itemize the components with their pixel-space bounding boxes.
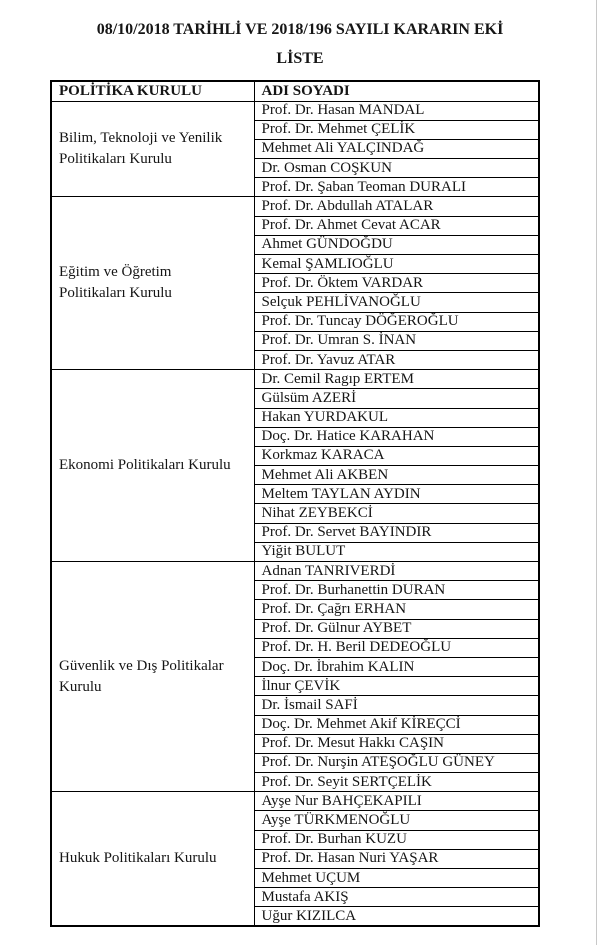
member-name-cell: Selçuk PEHLİVANOĞLU bbox=[254, 293, 539, 312]
member-name-cell: Prof. Dr. Mehmet ÇELİK bbox=[254, 120, 539, 139]
member-name-cell: Prof. Dr. Mesut Hakkı CAŞIN bbox=[254, 734, 539, 753]
member-name-cell: Prof. Dr. Umran S. İNAN bbox=[254, 331, 539, 350]
council-name-cell bbox=[51, 197, 254, 370]
member-name-cell: Doç. Dr. Hatice KARAHAN bbox=[254, 427, 539, 446]
table-header-row bbox=[51, 81, 539, 101]
council-name-line: Eğitim ve Öğretim bbox=[59, 264, 172, 281]
member-name-cell: Dr. İsmail SAFİ bbox=[254, 696, 539, 715]
document-title: 08/10/2018 TARİHLİ VE 2018/196 SAYILI KARARIN EKİ bbox=[96, 21, 504, 38]
council-name-line: Ekonomi Politikaları Kurulu bbox=[59, 457, 231, 474]
member-name-cell: Prof. Dr. Hasan Nuri YAŞAR bbox=[254, 849, 539, 868]
council-name-cell bbox=[51, 792, 254, 926]
member-name-cell: Prof. Dr. Öktem VARDAR bbox=[254, 274, 539, 293]
council-name-line: Hukuk Politikaları Kurulu bbox=[59, 850, 217, 867]
table-row bbox=[51, 792, 539, 811]
document-subtitle: LİSTE bbox=[276, 50, 324, 67]
member-name-cell: Dr. Osman COŞKUN bbox=[254, 159, 539, 178]
member-name-cell: Hakan YURDAKUL bbox=[254, 408, 539, 427]
member-name-cell: Prof. Dr. Tuncay DÖĞEROĞLU bbox=[254, 312, 539, 331]
member-name-cell: Kemal ŞAMLIOĞLU bbox=[254, 255, 539, 274]
member-name-cell: Prof. Dr. Gülnur AYBET bbox=[254, 619, 539, 638]
page-edge-line bbox=[596, 0, 597, 945]
member-name-cell: Prof. Dr. Ahmet Cevat ACAR bbox=[254, 216, 539, 235]
member-name-cell: Prof. Dr. Burhanettin DURAN bbox=[254, 581, 539, 600]
member-name-cell: Prof. Dr. Yavuz ATAR bbox=[254, 350, 539, 369]
table-body bbox=[51, 101, 539, 926]
member-name-cell: Doç. Dr. İbrahim KALIN bbox=[254, 657, 539, 676]
council-name-line: Kurulu bbox=[59, 678, 102, 695]
member-name-cell: İlnur ÇEVİK bbox=[254, 677, 539, 696]
member-name-cell: Prof. Dr. Servet BAYINDIR bbox=[254, 523, 539, 542]
member-name-cell: Prof. Dr. Çağrı ERHAN bbox=[254, 600, 539, 619]
council-name-line: Bilim, Teknoloji ve Yenilik bbox=[59, 129, 223, 146]
member-name-cell: Ahmet GÜNDOĞDU bbox=[254, 235, 539, 254]
table-row bbox=[51, 562, 539, 581]
member-name-cell: Mehmet UÇUM bbox=[254, 869, 539, 888]
council-name-cell bbox=[51, 562, 254, 792]
council-name-cell bbox=[51, 101, 254, 197]
member-name-cell: Mustafa AKIŞ bbox=[254, 888, 539, 907]
header-name: ADI SOYADI bbox=[254, 81, 539, 101]
member-name-cell: Prof. Dr. Abdullah ATALAR bbox=[254, 197, 539, 216]
member-name-cell: Ayşe TÜRKMENOĞLU bbox=[254, 811, 539, 830]
member-name-cell: Mehmet Ali AKBEN bbox=[254, 466, 539, 485]
member-name-cell: Prof. Dr. Nurşin ATEŞOĞLU GÜNEY bbox=[254, 753, 539, 772]
member-name-cell: Yiğit BULUT bbox=[254, 542, 539, 561]
member-name-cell: Korkmaz KARACA bbox=[254, 446, 539, 465]
member-name-cell: Meltem TAYLAN AYDIN bbox=[254, 485, 539, 504]
council-name-line: Politikaları Kurulu bbox=[59, 285, 172, 302]
member-name-cell: Uğur KIZILCA bbox=[254, 907, 539, 926]
member-name-cell: Prof. Dr. Seyit SERTÇELİK bbox=[254, 773, 539, 792]
council-name-line: Politikaları Kurulu bbox=[59, 150, 172, 167]
council-members-table bbox=[50, 80, 540, 927]
member-name-cell: Prof. Dr. Hasan MANDAL bbox=[254, 101, 539, 120]
member-name-cell: Nihat ZEYBEKCİ bbox=[254, 504, 539, 523]
member-name-cell: Mehmet Ali YALÇINDAĞ bbox=[254, 139, 539, 158]
member-name-cell: Adnan TANRIVERDİ bbox=[254, 562, 539, 581]
member-name-cell: Ayşe Nur BAHÇEKAPILI bbox=[254, 792, 539, 811]
header-council: POLİTİKA KURULU bbox=[51, 81, 254, 101]
member-name-cell: Prof. Dr. H. Beril DEDEOĞLU bbox=[254, 638, 539, 657]
council-name-cell bbox=[51, 370, 254, 562]
table-row bbox=[51, 197, 539, 216]
table-header bbox=[51, 81, 539, 101]
member-name-cell: Gülsüm AZERİ bbox=[254, 389, 539, 408]
member-name-cell: Dr. Cemil Ragıp ERTEM bbox=[254, 370, 539, 389]
member-name-cell: Doç. Dr. Mehmet Akif KİREÇCİ bbox=[254, 715, 539, 734]
table-row bbox=[51, 101, 539, 120]
member-name-cell: Prof. Dr. Burhan KUZU bbox=[254, 830, 539, 849]
member-name-cell: Prof. Dr. Şaban Teoman DURALI bbox=[254, 178, 539, 197]
council-name-line: Güvenlik ve Dış Politikalar bbox=[59, 657, 224, 674]
table-row bbox=[51, 370, 539, 389]
